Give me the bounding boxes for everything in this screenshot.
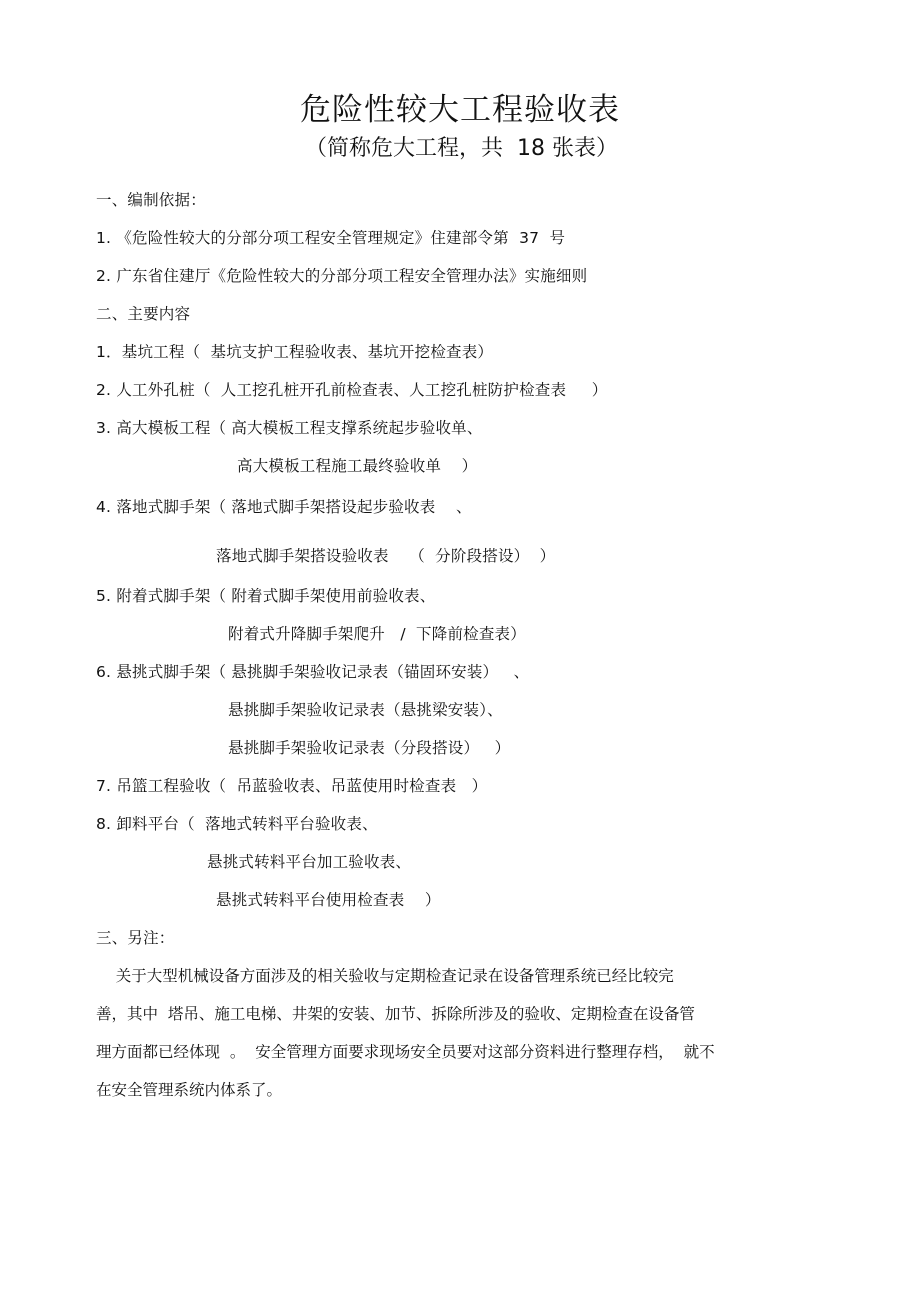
section-heading-basis: 一、编制依据：: [96, 191, 206, 209]
document-title: 危险性较大工程验收表: [300, 92, 620, 128]
content-item-3: 3. 高大模板工程（ 高大模板工程支撑系统起步验收单、: [96, 419, 483, 437]
content-item-8: 8. 卸料平台（ 落地式转料平台验收表、: [96, 815, 378, 833]
content-item-5: 5. 附着式脚手架（ 附着式脚手架使用前验收表、: [96, 587, 436, 605]
content-item-8-cont-2: 悬挑式转料平台使用检查表 ）: [216, 891, 441, 909]
notes-line-2: 善，其中 塔吊、施工电梯、井架的安装、加节、拆除所涉及的验收、定期检查在设备管: [96, 1005, 695, 1023]
document-subtitle: （简称危大工程，共 18 张表）: [305, 136, 618, 161]
content-item-7: 7. 吊篮工程验收（ 吊蓝验收表、吊蓝使用时检查表 ）: [96, 777, 488, 795]
basis-item-1: 1. 《危险性较大的分部分项工程安全管理规定》住建部令第 37 号: [96, 229, 566, 247]
content-item-4-cont: 落地式脚手架搭设验收表 （ 分阶段搭设） ）: [216, 547, 556, 565]
content-item-5-cont: 附着式升降脚手架爬升 / 下降前检查表）: [228, 625, 526, 643]
content-item-6: 6. 悬挑式脚手架（ 悬挑脚手架验收记录表（锚固环安装） 、: [96, 663, 530, 681]
basis-item-2: 2. 广东省住建厅《危险性较大的分部分项工程安全管理办法》实施细则: [96, 267, 588, 285]
notes-line-1: 关于大型机械设备方面涉及的相关验收与定期检查记录在设备管理系统已经比较完: [96, 967, 674, 985]
section-heading-notes: 三、另注：: [96, 929, 175, 947]
content-item-3-cont: 高大模板工程施工最终验收单 ）: [237, 457, 478, 475]
section-heading-content: 二、主要内容: [96, 305, 191, 323]
content-item-1: 1．基坑工程（ 基坑支护工程验收表、基坑开挖检查表）: [96, 343, 494, 361]
notes-line-4: 在安全管理系统内体系了。: [96, 1081, 283, 1099]
content-item-8-cont-1: 悬挑式转料平台加工验收表、: [207, 853, 412, 871]
notes-line-3: 理方面都已经体现 。 安全管理方面要求现场安全员要对这部分资料进行整理存档， 就不: [96, 1043, 715, 1061]
content-item-2: 2. 人工外孔桩（ 人工挖孔桩开孔前检查表、人工挖孔桩防护检查表 ）: [96, 381, 608, 399]
content-item-6-cont-1: 悬挑脚手架验收记录表（悬挑梁安装）、: [228, 701, 503, 719]
content-item-4: 4. 落地式脚手架（ 落地式脚手架搭设起步验收表 、: [96, 498, 472, 516]
content-item-6-cont-2: 悬挑脚手架验收记录表（分段搭设） ）: [228, 739, 511, 757]
